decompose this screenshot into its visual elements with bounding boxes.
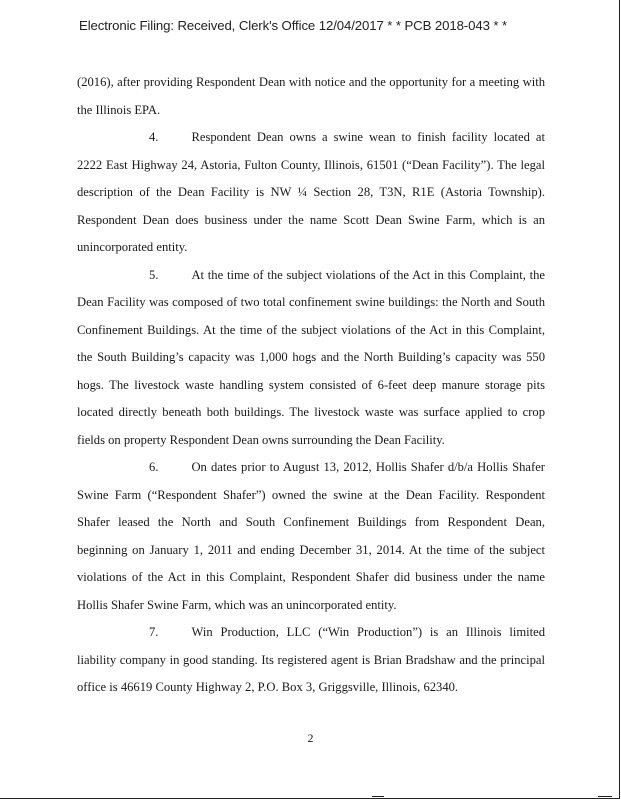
paragraph-number: 6. — [149, 460, 159, 474]
paragraph-text: On dates prior to August 13, 2012, Hollis Shafer d/b/a Hollis Shafer Swine Farm (“Respondent Shafer”) owned the swine at the Dean Facility. Respondent Shafer leased the North and South Confinement Buildings from Respondent Dean, beginning on January 1, 2011 and ending December 31, 2014. At the time of the subject violations of the Act in this Complaint, Respondent Shafer did business under the name Hollis Shafer Swine Farm, which was an unincorporated entity. — [77, 460, 545, 612]
paragraph-6 — [77, 454, 545, 619]
paragraph-text: Respondent Dean owns a swine wean to finish facility located at 2222 East Highway 24, Astoria, Fulton County, Illinois, 61501 (“Dean Facility”). The legal description of the Dean Facility is NW ¼ Section 28, T3N, R1E (Astoria Township). Respondent Dean does business under the name Scott Dean Swine Farm, which is an unincorporated entity. — [77, 130, 545, 254]
document-body — [77, 69, 545, 702]
scan-edge-mark — [372, 796, 384, 797]
paragraph-7 — [77, 619, 545, 702]
paragraph-4 — [77, 124, 545, 262]
paragraph-5 — [77, 262, 545, 455]
page-number: 2 — [307, 731, 314, 745]
paragraph-text: At the time of the subject violations of the Act in this Complaint, the Dean Facility was composed of two total confinement swine buildings: the North and South Confinement Buildings. At the time of the subject violations of the Act in this Complaint, the South Building’s capacity was 1,000 hogs and the North Building’s capacity was 550 hogs. The livestock waste handling system consisted of 6-feet deep manure storage pits located directly beneath both buildings. The livestock waste was surface applied to crop fields on property Respondent Dean owns surrounding the Dean Facility. — [77, 267, 545, 447]
paragraph-continuation — [77, 69, 545, 124]
paragraph-number: 7. — [149, 625, 159, 639]
filing-stamp-header: Electronic Filing: Received, Clerk's Office 12/04/2017 * * PCB 2018-043 * * — [79, 18, 507, 33]
paragraph-text: Win Production, LLC (“Win Production”) is an Illinois limited liability company in good standing. Its registered agent is Brian Bradshaw and the principal office is 46619 County Highway 2, P.O. Box 3, Griggsville, Illinois, 62340. — [77, 625, 545, 694]
scan-edge-mark — [598, 796, 612, 797]
paragraph-number: 4. — [149, 130, 159, 144]
paragraph-number: 5. — [149, 267, 159, 282]
paragraph-text: (2016), after providing Respondent Dean with notice and the opportunity for a meeting with the Illinois EPA. — [77, 75, 545, 117]
